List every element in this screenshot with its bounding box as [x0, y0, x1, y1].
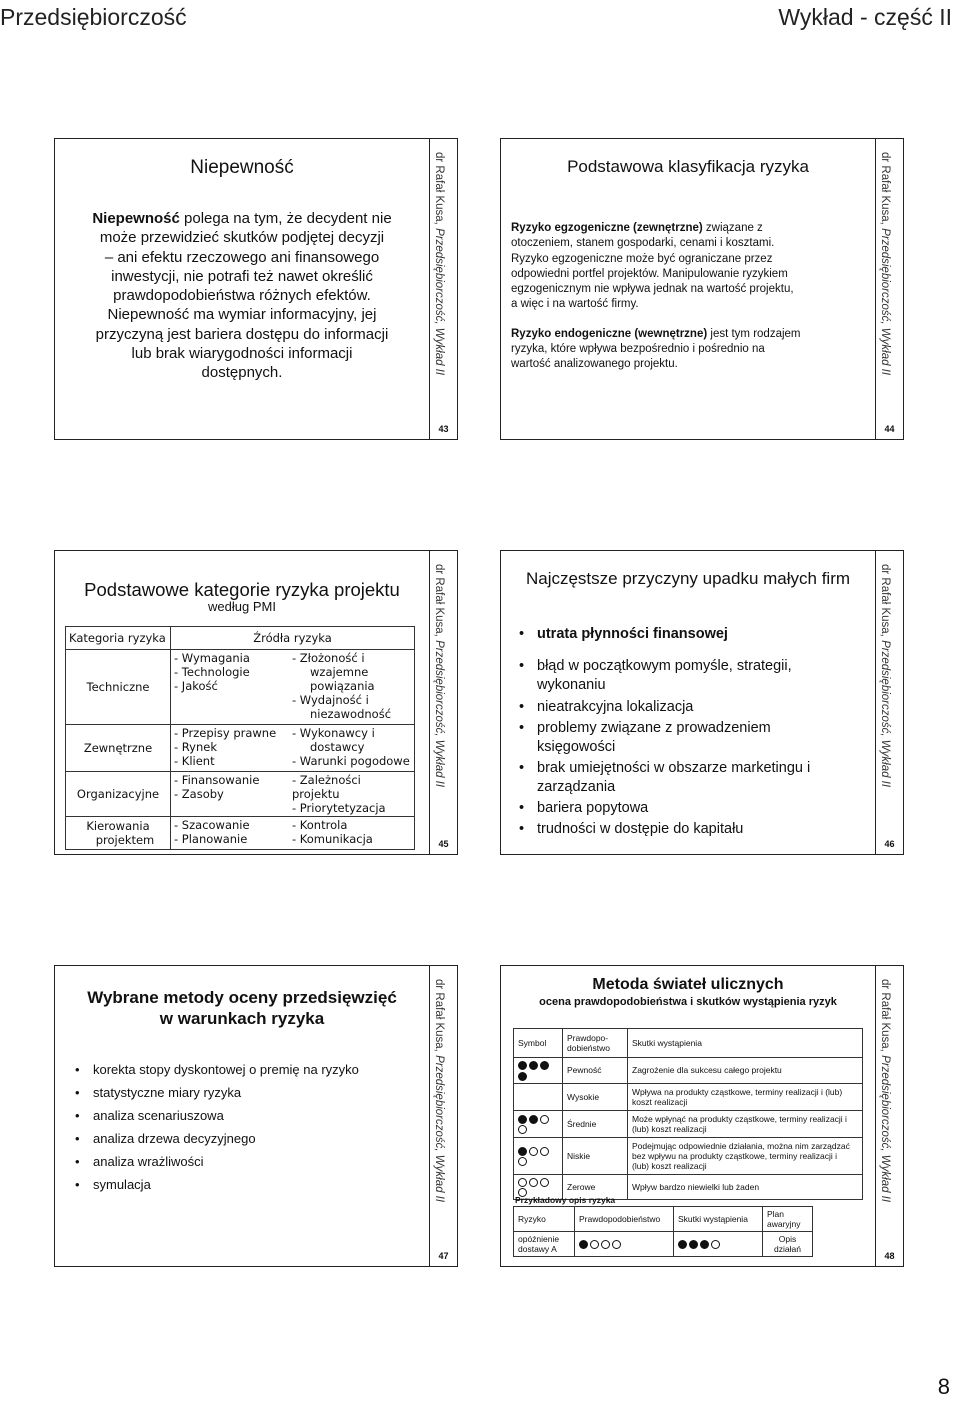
table-row: Zerowe Wpływ bardzo niewielki lub żaden	[514, 1174, 863, 1200]
probability-symbol	[575, 1232, 674, 1257]
table-row: Pewność Zagrożenie dla sukcesu całego projektu	[514, 1058, 863, 1084]
example-table	[513, 1206, 813, 1257]
symbol-cell	[514, 1110, 563, 1137]
slide-48	[500, 965, 904, 1267]
slide-side-strip	[429, 965, 457, 1267]
bullet-icon: •	[519, 800, 525, 816]
bullet-icon: •	[519, 720, 525, 736]
slide-title: Podstawowa klasyfikacja ryzyka	[567, 157, 809, 176]
author-label: dr Rafał Kusa, Przedsiębiorczość, Wykład II	[879, 979, 891, 1203]
bullet-icon: •	[75, 1154, 80, 1169]
empty-circle-icon	[612, 1240, 621, 1249]
empty-circle-icon	[518, 1157, 527, 1166]
filled-circle-icon	[540, 1061, 549, 1070]
filled-circle-icon	[700, 1240, 709, 1249]
bullet-icon: •	[75, 1108, 80, 1123]
slide-44	[500, 138, 904, 440]
author-label: dr Rafał Kusa, Przedsiębiorczość, Wykład II	[433, 152, 445, 376]
slide-side-strip	[875, 550, 903, 855]
slide-side-strip	[875, 965, 903, 1267]
list-item: • brak umiejętności w obszarze marketingu i zarządzania	[519, 760, 811, 795]
slide-number: 43	[438, 424, 449, 434]
filled-circle-icon	[518, 1147, 527, 1156]
slide-title: Najczęstsze przyczyny upadku małych firm	[525, 569, 851, 588]
slide-number: 46	[884, 839, 895, 849]
bullet-icon: •	[75, 1085, 80, 1100]
list-item: • trudności w dostępie do kapitału	[519, 821, 744, 837]
list-item: • analiza scenariuszowa	[75, 1108, 224, 1123]
bullet-icon: •	[75, 1131, 80, 1146]
slide-number: 44	[884, 424, 895, 434]
slide-number: 45	[438, 839, 449, 849]
list-item: • problemy związane z prowadzeniem księgowości	[519, 720, 771, 755]
header-left: Przedsiębiorczość	[0, 4, 187, 30]
bold-term: Niepewność	[92, 210, 180, 227]
table-header: Prawdopo- dobieństwo	[563, 1029, 628, 1058]
traffic-light-table	[513, 1028, 863, 1200]
filled-circle-icon	[518, 1072, 527, 1081]
bullet-icon: •	[519, 658, 525, 674]
table-header: Skutki wystąpienia	[674, 1207, 763, 1232]
table-row: Niskie Podejmując odpowiednie działania, można nim zarządzać bez wpływu na produkty cząstkowe, terminy realizacji i (lub) koszt realizacji	[514, 1137, 863, 1174]
table-row: Kierowania projektem - Szacowanie - Planowanie - Kontrola - Komunikacja	[66, 817, 415, 850]
list-item: • analiza wrażliwości	[75, 1154, 204, 1169]
slide-number: 47	[438, 1251, 449, 1261]
filled-circle-icon	[529, 1061, 538, 1070]
empty-circle-icon	[540, 1147, 549, 1156]
effect-symbol	[674, 1232, 763, 1257]
table-header: Ryzyko	[514, 1207, 575, 1232]
table-header: Plan awaryjny	[763, 1207, 813, 1232]
header-right: Wykład - część II	[778, 4, 952, 30]
slide-subtitle: ocena prawdopodobieństwa i skutków wystąpienia ryzyk	[539, 996, 837, 1008]
table-header: Prawdopodobieństwo	[575, 1207, 674, 1232]
slide-subtitle: według PMI	[208, 599, 276, 614]
slide-title: Metoda świateł ulicznych	[592, 976, 784, 993]
slide-title: Podstawowe kategorie ryzyka projektu	[84, 579, 400, 600]
empty-circle-icon	[518, 1125, 527, 1134]
filled-circle-icon	[529, 1115, 538, 1124]
empty-circle-icon	[529, 1147, 538, 1156]
table-header: Symbol	[514, 1029, 563, 1058]
filled-circle-icon	[518, 1061, 527, 1070]
bullet-icon: •	[519, 821, 525, 837]
slide-body: Niepewność polega na tym, że decydent nie może przewidzieć skutków podjętej decyzji – ani efektu rzeczowego ani finansowego inwestycji, nie potrafi też nawet określić prawdopodobieństwa różnych efektów. Niepewność ma wymiar informacyjny, jej przyczyną jest bariera dostępu do informacji lub brak wiarygodności informacji dostępnych.	[92, 210, 392, 382]
list-item: • statystyczne miary ryzyka	[75, 1085, 242, 1100]
page-number: 8	[937, 1374, 950, 1399]
empty-circle-icon	[601, 1240, 610, 1249]
bullet-list	[519, 625, 871, 839]
slide-side-strip	[429, 138, 457, 440]
empty-circle-icon	[590, 1240, 599, 1249]
slide-title: Wybrane metody oceny przedsięwzięć	[87, 988, 397, 1007]
list-item: • błąd w początkowym pomyśle, strategii, wykonaniu	[519, 658, 792, 693]
list-item: • bariera popytowa	[519, 800, 649, 816]
table-header: Źródła ryzyka	[171, 627, 415, 650]
bullet-icon: •	[519, 626, 525, 642]
filled-circle-icon	[678, 1240, 687, 1249]
table-row: opóźnienie dostawy A Opis działań	[514, 1232, 813, 1257]
table-header: Kategoria ryzyka	[66, 627, 171, 650]
slide-number: 48	[884, 1251, 895, 1261]
author-label: dr Rafał Kusa, Przedsiębiorczość, Wykład II	[879, 152, 891, 376]
list-item: • symulacja	[75, 1177, 151, 1192]
slide-45	[54, 550, 458, 855]
empty-circle-icon	[529, 1178, 538, 1187]
list-item: • analiza drzewa decyzyjnego	[75, 1131, 256, 1146]
bullet-icon: •	[75, 1062, 80, 1077]
pmi-risk-table	[65, 626, 415, 850]
slide-side-strip	[429, 550, 457, 855]
table-row: Organizacyjne - Finansowanie - Zasoby - Zależności projektu - Priorytetyzacja	[66, 772, 415, 817]
bullet-icon: •	[519, 699, 525, 715]
author-label: dr Rafał Kusa, Przedsiębiorczość, Wykład II	[433, 564, 445, 788]
table-header: Skutki wystąpienia	[628, 1029, 863, 1058]
empty-circle-icon	[711, 1240, 720, 1249]
empty-circle-icon	[518, 1178, 527, 1187]
list-item: • nieatrakcyjna lokalizacja	[519, 699, 694, 715]
table-row: Zewnętrzne - Przepisy prawne - Rynek - Klient - Wykonawcy i dostawcy - Warunki pogodowe	[66, 725, 415, 772]
bullet-icon: •	[75, 1177, 80, 1192]
symbol-cell	[514, 1137, 563, 1174]
list-item: • korekta stopy dyskontowej o premię na ryzyko	[75, 1062, 359, 1077]
symbol-cell	[514, 1058, 563, 1084]
table-row: Techniczne - Wymagania - Technologie - Jakość - Złożoność i wzajemne powiązania - Wydajność i niezawodność	[66, 650, 415, 725]
bullet-list	[75, 1062, 425, 1193]
table-row: Średnie Może wpłynąć na produkty cząstkowe, terminy realizacji i (lub) koszt realizacji	[514, 1110, 863, 1137]
slide-side-strip	[875, 138, 903, 440]
slide-title: Niepewność	[190, 157, 294, 178]
empty-circle-icon	[540, 1178, 549, 1187]
slide-46	[500, 550, 904, 855]
filled-circle-icon	[689, 1240, 698, 1249]
example-title: Przykładowy opis ryzyka	[515, 1195, 616, 1205]
filled-circle-icon	[579, 1240, 588, 1249]
bullet-icon: •	[519, 760, 525, 776]
slide-title-line2: w warunkach ryzyka	[159, 1009, 325, 1028]
symbol-cell	[514, 1083, 563, 1110]
author-label: dr Rafał Kusa, Przedsiębiorczość, Wykład II	[433, 979, 445, 1203]
slide-43	[54, 138, 458, 440]
filled-circle-icon	[518, 1115, 527, 1124]
slide-47	[54, 965, 458, 1267]
empty-circle-icon	[540, 1115, 549, 1124]
list-item: • utrata płynności finansowej	[519, 626, 728, 642]
slide-body: Ryzyko egzogeniczne (zewnętrzne) związane z otoczeniem, stanem gospodarki, cenami i kosztami. Ryzyko egzogeniczne może być ograniczane przez odpowiedni portfel projektów. Manipulowanie ryzykiem egzogenicznym nie wpływa jednak na wartość projektu, a więc i na wartość firmy. Ryzyko endogeniczne (wewnętrzne) jest tym rodzajem ryzyka, które wpływa bezpośrednio i pośrednio na wartość analizowanego projektu.	[511, 222, 801, 371]
author-label: dr Rafał Kusa, Przedsiębiorczość, Wykład II	[879, 564, 891, 788]
table-row: Wysokie Wpływa na produkty cząstkowe, terminy realizacji i (lub) koszt realizacji	[514, 1083, 863, 1110]
